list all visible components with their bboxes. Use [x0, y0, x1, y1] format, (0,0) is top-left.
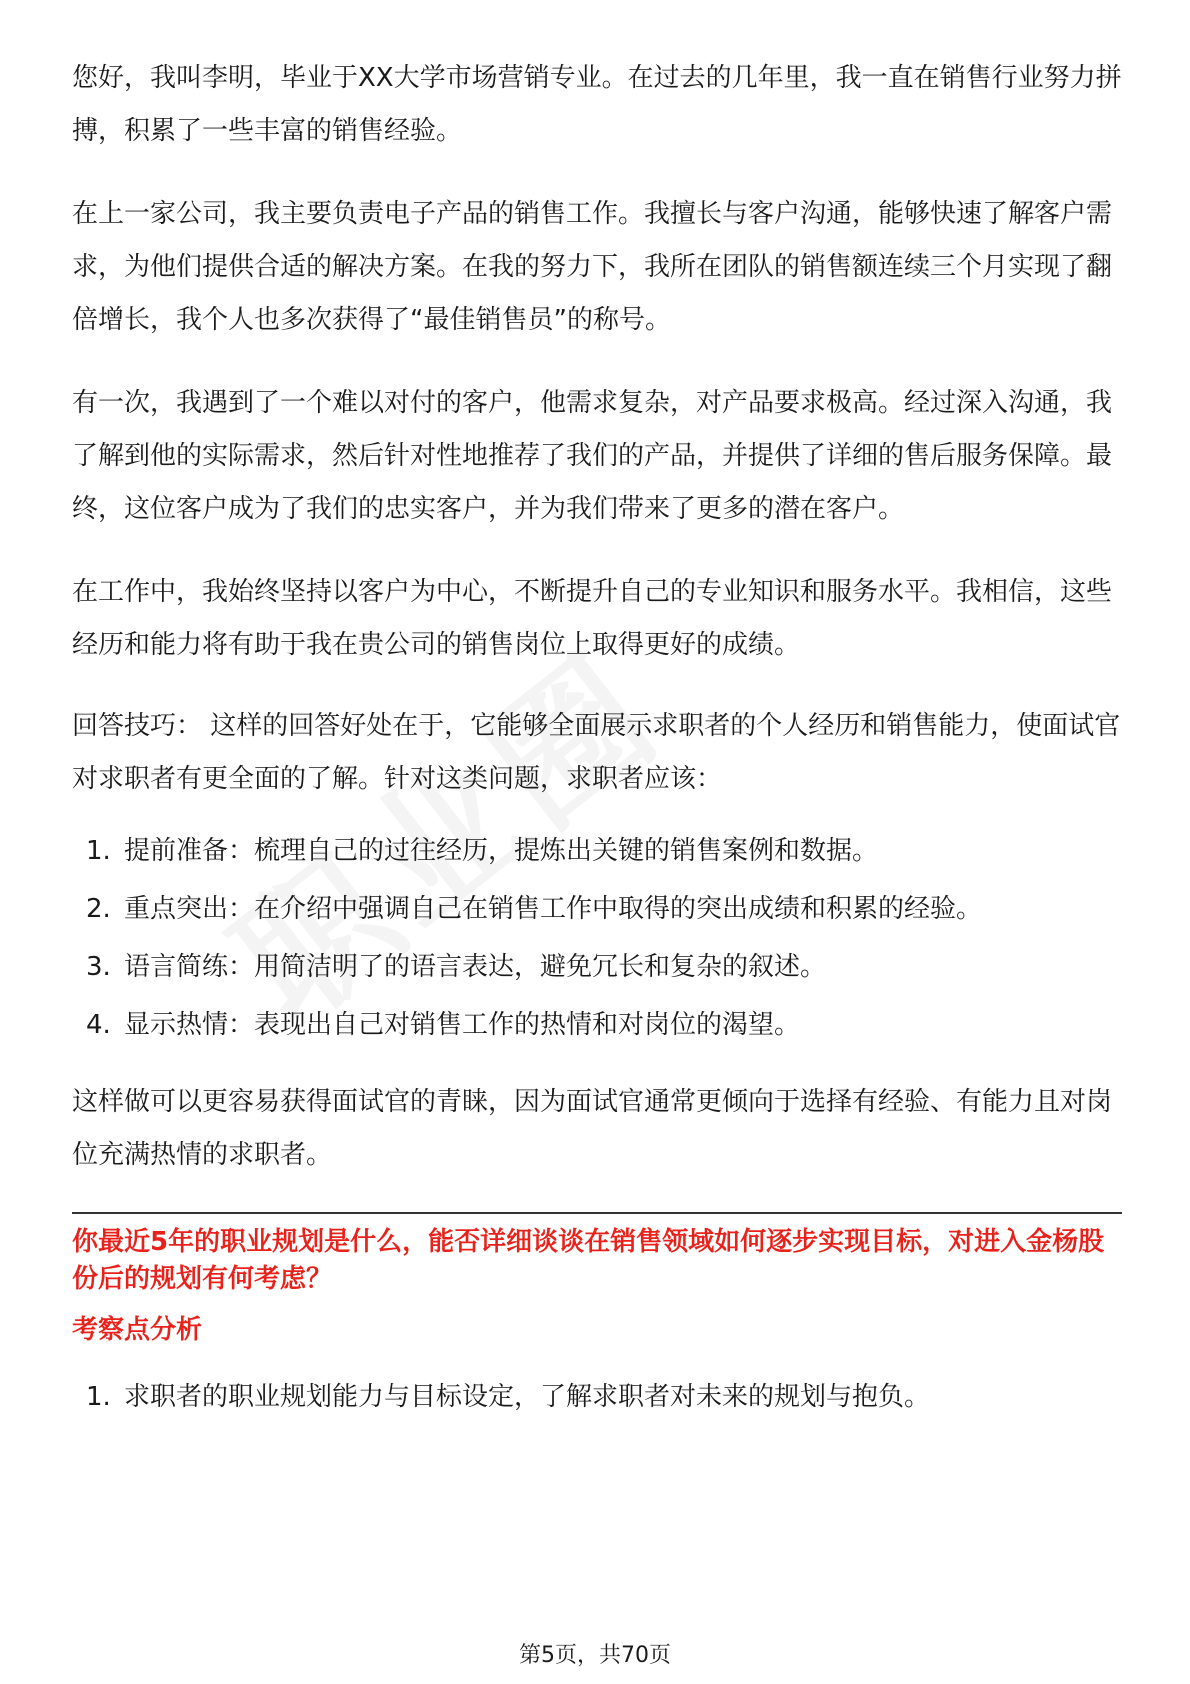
list-item	[86, 822, 1122, 880]
list-item	[86, 1368, 1122, 1426]
list-number: 2.	[86, 894, 111, 924]
paragraph-answer-tips: 回答技巧： 这样的回答好处在于，它能够全面展示求职者的个人经历和销售能力，使面试官对求职者有更全面的了解。针对这类问题，求职者应该：	[72, 711, 1121, 794]
paragraph-experience: 在上一家公司，我主要负责电子产品的销售工作。我擅长与客户沟通，能够快速了解客户需求，为他们提供合适的解决方案。在我的努力下，我所在团队的销售额连续三个月实现了翻倍增长，我个人也多次获得了“最佳销售员”的称号。	[72, 199, 1113, 335]
paragraph-intro: 您好，我叫李明，毕业于XX大学市场营销专业。在过去的几年里，我一直在销售行业努力拼搏，积累了一些丰富的销售经验。	[72, 63, 1122, 146]
paragraph-conclusion: 在工作中，我始终坚持以客户为中心，不断提升自己的专业知识和服务水平。我相信，这些经历和能力将有助于我在贵公司的销售岗位上取得更好的成绩。	[72, 577, 1113, 660]
list-text: 语言简练：用简洁明了的语言表达，避免冗长和复杂的叙述。	[124, 952, 827, 982]
analysis-heading: 考察点分析	[72, 1315, 203, 1345]
list-item	[86, 938, 1122, 996]
list-number: 4.	[86, 1010, 111, 1040]
list-text: 求职者的职业规划能力与目标设定，了解求职者对未来的规划与抱负。	[124, 1382, 931, 1412]
list-number: 3.	[86, 952, 111, 982]
list-item	[86, 996, 1122, 1054]
document-page	[72, 52, 1122, 1426]
list-number: 1.	[86, 1382, 111, 1412]
analysis-list	[72, 1368, 1122, 1426]
tips-list	[72, 822, 1122, 1054]
list-number: 1.	[86, 836, 111, 866]
page-footer: 第5页，共70页	[519, 1643, 671, 1668]
list-item	[86, 880, 1122, 938]
list-text: 重点突出：在介绍中强调自己在销售工作中取得的突出成绩和积累的经验。	[124, 894, 983, 924]
paragraph-story: 有一次，我遇到了一个难以对付的客户，他需求复杂，对产品要求极高。经过深入沟通，我了解到他的实际需求，然后针对性地推荐了我们的产品，并提供了详细的售后服务保障。最终，这位客户成为了我们的忠实客户，并为我们带来了更多的潜在客户。	[72, 388, 1113, 524]
list-text: 显示热情：表现出自己对销售工作的热情和对岗位的渴望。	[124, 1010, 801, 1040]
paragraph-summary: 这样做可以更容易获得面试官的青睐，因为面试官通常更倾向于选择有经验、有能力且对岗位充满热情的求职者。	[72, 1087, 1113, 1170]
interview-question: 你最近5年的职业规划是什么，能否详细谈谈在销售领域如何逐步实现目标，对进入金杨股份后的规划有何考虑？	[72, 1227, 1105, 1294]
list-text: 提前准备：梳理自己的过往经历，提炼出关键的销售案例和数据。	[124, 836, 879, 866]
